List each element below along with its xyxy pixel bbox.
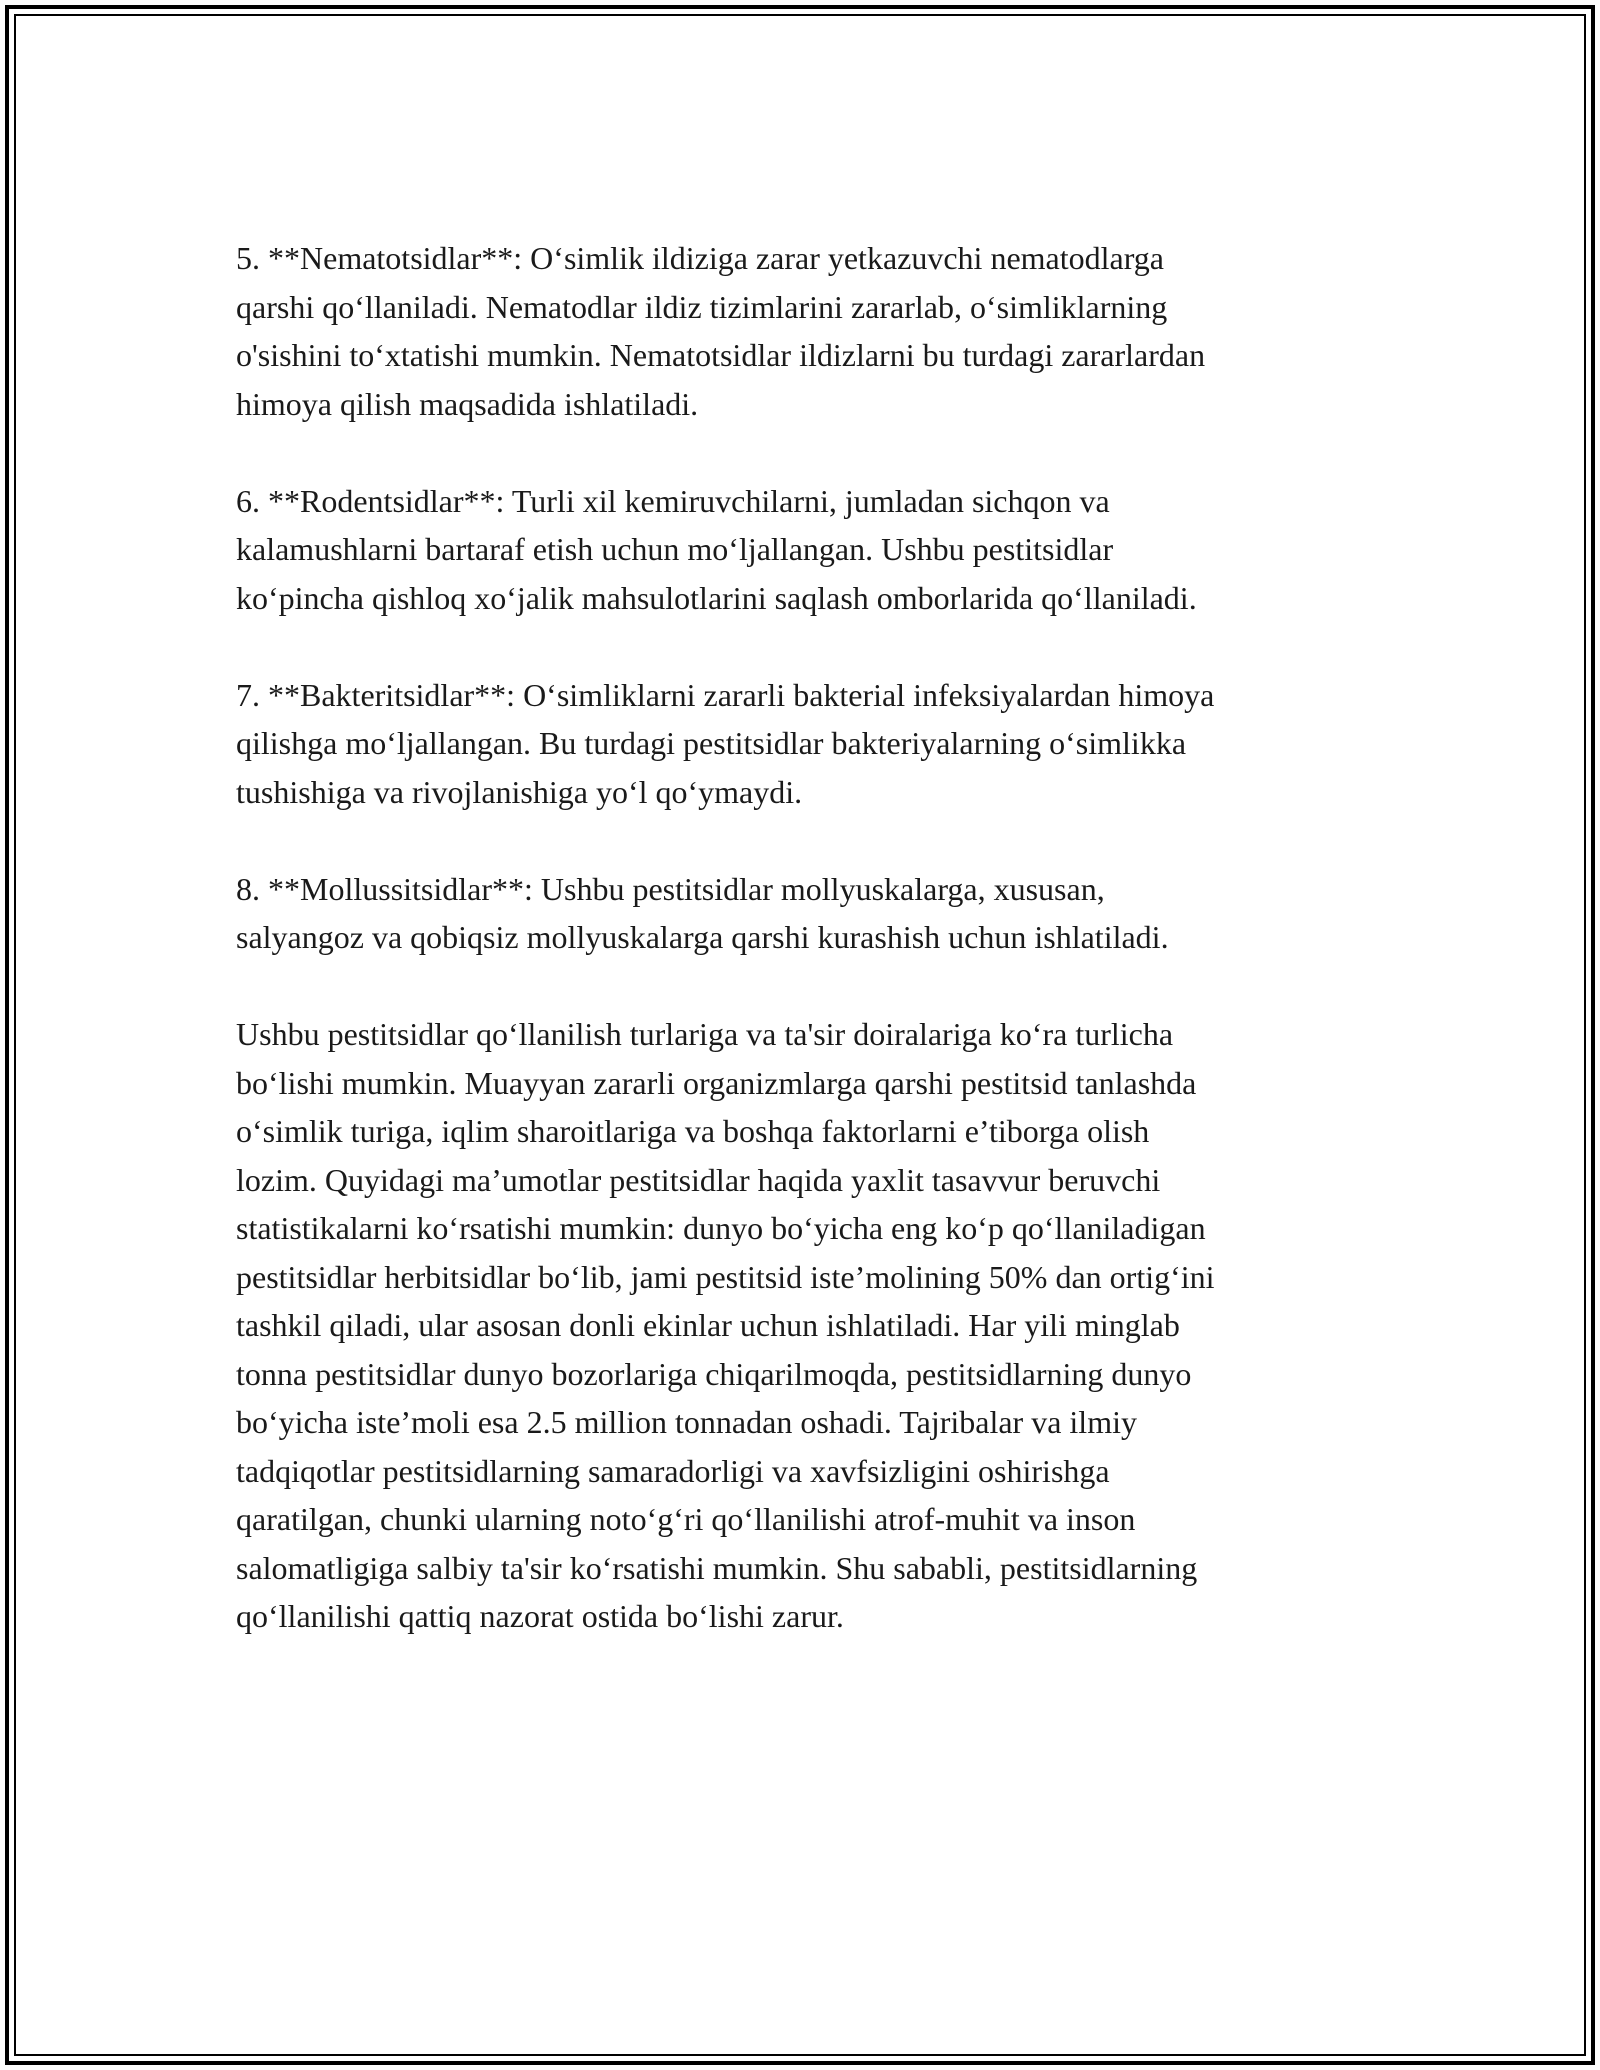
paragraph-nematotsidlar: 5. **Nematotsidlar**: O‘simlik ildiziga zarar yetkazuvchi nematodlarga qarshi qo‘llaniladi. Nematodlar ildiz tizimlarini zararlab, o‘simliklarning o'sishini to‘xtatishi mumkin. Nematotsidlar ildizlarni bu turdagi zararlardan himoya qilish maqsadida ishlatiladi. — [236, 240, 1206, 422]
document-body — [236, 234, 1366, 1641]
paragraph-mollussitsidlar: 8. **Mollussitsidlar**: Ushbu pestitsidlar mollyuskalarga, xususan, salyangoz va qobiqsiz mollyuskalarga qarshi kurashish uchun ishlatiladi. — [236, 870, 1169, 955]
paragraph-summary: Ushbu pestitsidlar qo‘llanilish turlariga va ta'sir doiralariga ko‘ra turlicha bo‘lishi mumkin. Muayyan zararli organizmlarga qarshi pestitsid tanlashda o‘simlik turiga, iqlim sharoitlariga va boshqa faktorlarni e’tiborga olish lozim. Quyidagi ma’umotlar pestitsidlar haqida yaxlit tasavvur beruvchi statistikalarni ko‘rsatishi mumkin: dunyo bo‘yicha eng ko‘p qo‘llaniladigan pestitsidlar herbitsidlar bo‘lib, jami pestitsid iste’molining 50% dan ortig‘ini tashkil qiladi, ular asosan donli ekinlar uchun ishlatiladi. Har yili minglab tonna pestitsidlar dunyo bozorlariga chiqarilmoqda, pestitsidlarning dunyo bo‘yicha iste’moli esa 2.5 million tonnadan oshadi. Tajribalar va ilmiy tadqiqotlar pestitsidlarning samaradorligi va xavfsizligini oshirishga qaratilgan, chunki ularning noto‘g‘ri qo‘llanilishi atrof-muhit va inson salomatligiga salbiy ta'sir ko‘rsatishi mumkin. Shu sababli, pestitsidlarning qo‘llanilishi qattiq nazorat ostida bo‘lishi zarur. — [236, 1016, 1215, 1634]
paragraph-bakteritsidlar: 7. **Bakteritsidlar**: O‘simliklarni zararli bakterial infeksiyalardan himoya qilishga mo‘ljallangan. Bu turdagi pestitsidlar bakteriyalarning o‘simlikka tushishiga va rivojlanishiga yo‘l qo‘ymaydi. — [236, 676, 1215, 810]
paragraph-rodentsidlar: 6. **Rodentsidlar**: Turli xil kemiruvchilarni, jumladan sichqon va kalamushlarni bartaraf etish uchun mo‘ljallangan. Ushbu pestitsidlar ko‘pincha qishloq xo‘jalik mahsulotlarini saqlash omborlarida qo‘llaniladi. — [236, 482, 1197, 616]
